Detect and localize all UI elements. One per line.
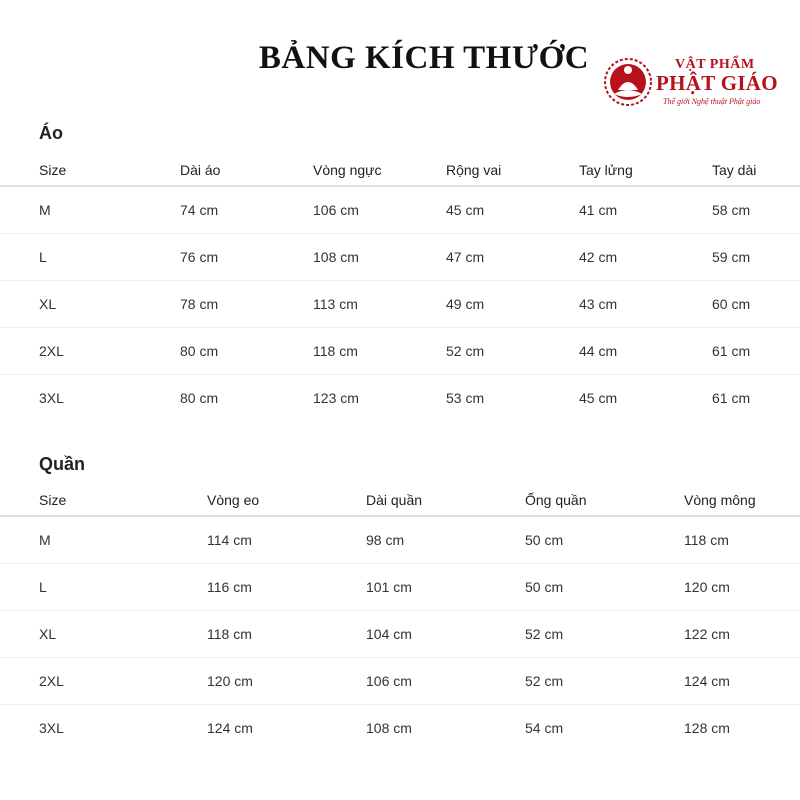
table-cell: 74 cm (180, 186, 313, 234)
table-row (0, 611, 800, 658)
table-cell: L (0, 234, 180, 281)
column-header: Size (0, 154, 180, 186)
table-cell: 120 cm (207, 658, 366, 705)
table-cell: 108 cm (366, 720, 412, 736)
column-header: Vòng ngực (313, 154, 446, 186)
pants-section-title: Quần (39, 454, 86, 474)
logo-line-1: VẬT PHẨM (675, 57, 755, 72)
table-cell: 116 cm (207, 564, 366, 611)
table-cell: 41 cm (579, 186, 712, 234)
table-cell: XL (0, 611, 207, 658)
table-row (0, 705, 800, 752)
table-cell: 60 cm (712, 281, 800, 328)
column-header: Dài quần (366, 484, 525, 516)
table-cell: 58 cm (712, 186, 800, 234)
table-row (0, 234, 800, 281)
table-cell: 42 cm (579, 234, 712, 281)
table-cell: 45 cm (446, 186, 579, 234)
table-cell: 98 cm (366, 516, 525, 564)
table-cell: 53 cm (446, 390, 485, 406)
table-cell: 80 cm (180, 328, 313, 375)
table-cell: 76 cm (180, 234, 313, 281)
table-cell: 106 cm (366, 658, 525, 705)
table-cell: 124 cm (684, 658, 800, 705)
table-cell: 2XL (0, 328, 180, 375)
table-cell: 104 cm (366, 611, 525, 658)
column-header: Rộng vai (446, 154, 579, 186)
table-row (0, 658, 800, 705)
table-cell: 52 cm (446, 328, 579, 375)
table-row (0, 186, 800, 234)
table-cell: 124 cm (207, 720, 253, 736)
table-row (0, 564, 800, 611)
table-cell: 101 cm (366, 564, 525, 611)
table-cell: 3XL (39, 720, 64, 736)
table-cell: 50 cm (525, 516, 684, 564)
table-cell: 106 cm (313, 186, 446, 234)
table-cell: 118 cm (207, 611, 366, 658)
column-header: Dài áo (180, 154, 313, 186)
table-cell: 114 cm (207, 516, 366, 564)
table-cell: 108 cm (313, 234, 446, 281)
column-header: Tay lửng (579, 154, 712, 186)
column-header: Vòng eo (207, 484, 366, 516)
table-cell: 123 cm (313, 390, 359, 406)
table-cell: XL (0, 281, 180, 328)
table-cell: 50 cm (525, 564, 684, 611)
table-cell: 59 cm (712, 234, 800, 281)
table-header-row (0, 484, 800, 516)
logo-line-2: PHẬT GIÁO (656, 71, 778, 95)
table-cell: 54 cm (525, 720, 564, 736)
table-cell: 120 cm (684, 564, 800, 611)
table-cell: 47 cm (446, 234, 579, 281)
table-cell: 61 cm (712, 328, 800, 375)
column-header: Tay dài (712, 154, 800, 186)
table-header-row (0, 154, 800, 186)
table-cell: 3XL (39, 390, 64, 406)
shirt-size-table (0, 154, 800, 421)
table-cell: 43 cm (579, 281, 712, 328)
brand-logo (603, 56, 793, 112)
logo-tagline: Thế giới Nghệ thuật Phật giáo (663, 97, 761, 106)
table-cell: 61 cm (712, 390, 751, 406)
table-cell: 49 cm (446, 281, 579, 328)
buddha-lotus-icon (603, 56, 653, 108)
table-cell: 80 cm (180, 390, 219, 406)
table-row (0, 516, 800, 564)
table-cell: 44 cm (579, 328, 712, 375)
shirt-section-title: Áo (39, 123, 63, 143)
page-title: BẢNG KÍCH THƯỚC (258, 40, 590, 76)
table-cell: 118 cm (313, 328, 446, 375)
table-row (0, 328, 800, 375)
table-cell: 128 cm (684, 720, 730, 736)
table-cell: L (0, 564, 207, 611)
table-cell: 52 cm (525, 611, 684, 658)
column-header: Vòng mông (684, 484, 800, 516)
pants-size-table (0, 484, 800, 751)
column-header: Ống quần (525, 484, 684, 516)
table-cell: 118 cm (684, 516, 800, 564)
table-cell: 45 cm (579, 390, 618, 406)
table-cell: M (0, 516, 207, 564)
column-header: Size (0, 484, 207, 516)
table-cell: 2XL (0, 658, 207, 705)
table-cell: 122 cm (684, 611, 800, 658)
table-cell: 52 cm (525, 658, 684, 705)
table-cell: 78 cm (180, 281, 313, 328)
table-row (0, 281, 800, 328)
table-cell: M (0, 186, 180, 234)
table-row (0, 375, 800, 422)
table-cell: 113 cm (313, 281, 446, 328)
